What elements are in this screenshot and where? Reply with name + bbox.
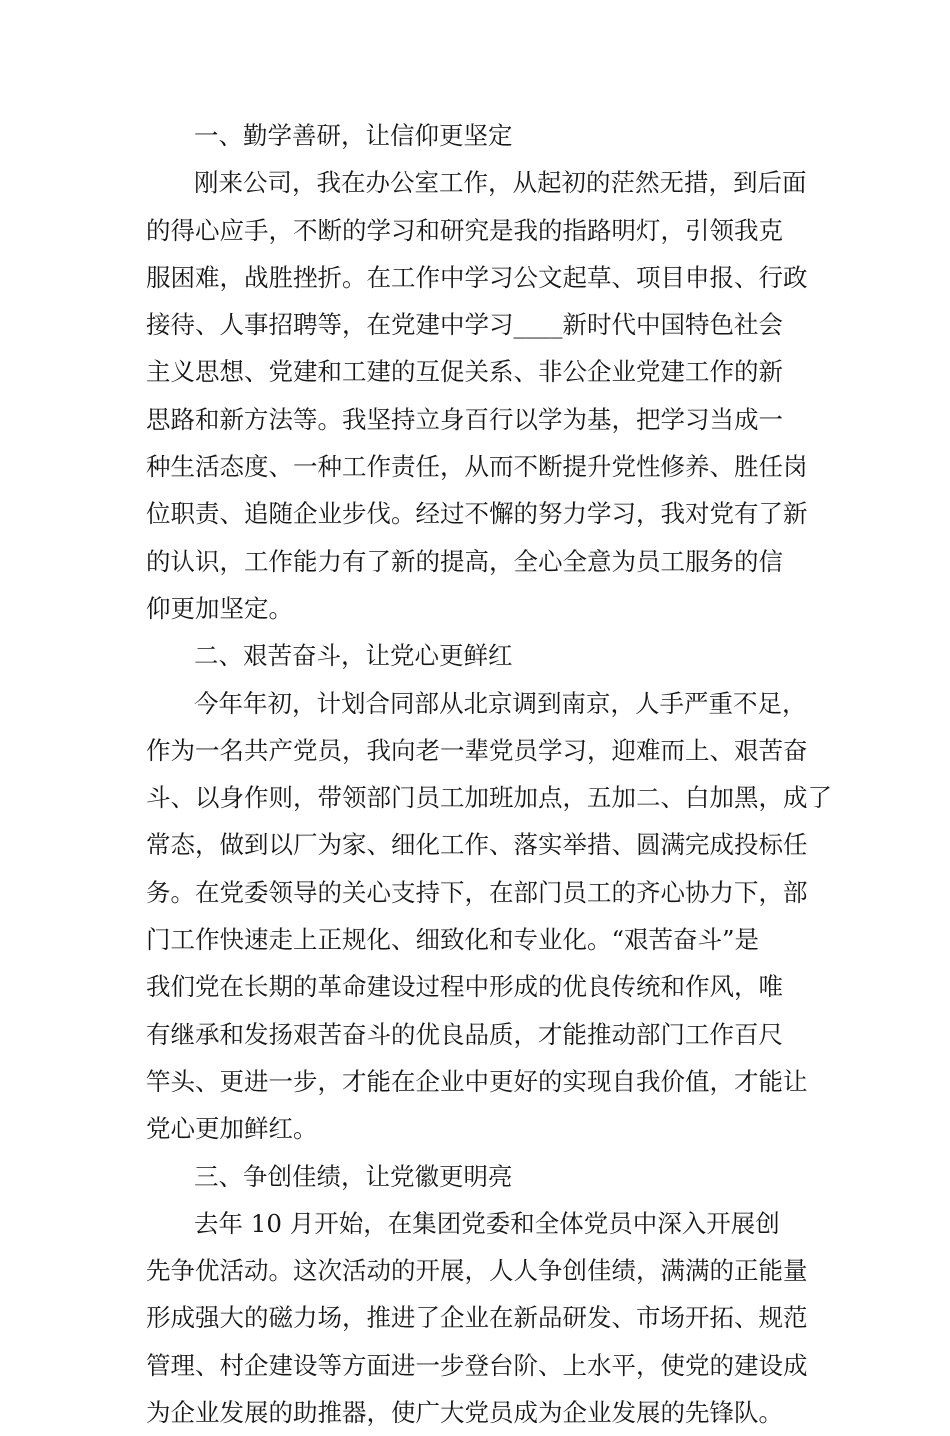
section-1 xyxy=(146,112,808,632)
paragraph-line: 作为一名共产党员，我向老一辈党员学习，迎难而上、艰苦奋 xyxy=(146,735,808,765)
section-heading: 三、争创佳绩，让党徽更明亮 xyxy=(194,1161,513,1191)
paragraph-line: 接待、人事招聘等，在党建中学习____新时代中国特色社会 xyxy=(146,310,783,340)
paragraph-line: 斗、以身作则，带领部门员工加班加点，五加二、白加黑，成了 xyxy=(146,783,832,813)
paragraph-line: 我们党在长期的革命建设过程中形成的优良传统和作风，唯 xyxy=(146,972,783,1002)
paragraph-line: 主义思想、党建和工建的互促关系、非公企业党建工作的新 xyxy=(146,357,783,387)
paragraph-line: 竿头、更进一步，才能在企业中更好的实现自我价值，才能让 xyxy=(146,1066,808,1096)
section-heading: 二、艰苦奋斗，让党心更鲜红 xyxy=(194,641,513,671)
paragraph-line: 的得心应手，不断的学习和研究是我的指路明灯，引领我克 xyxy=(146,215,783,245)
section-3 xyxy=(146,1153,808,1436)
paragraph-line: 种生活态度、一种工作责任，从而不断提升党性修养、胜任岗 xyxy=(146,452,808,482)
section-heading: 一、勤学善研，让信仰更坚定 xyxy=(194,121,513,150)
paragraph-line: 服困难，战胜挫折。在工作中学习公文起草、项目申报、行政 xyxy=(146,262,808,292)
paragraph-line: 有继承和发扬艰苦奋斗的优良品质，才能推动部门工作百尺 xyxy=(146,1019,783,1049)
paragraph-line: 常态，做到以厂为家、细化工作、落实举措、圆满完成投标任 xyxy=(146,830,808,860)
paragraph-line: 的认识，工作能力有了新的提高，全心全意为员工服务的信 xyxy=(146,546,783,576)
paragraph-line: 今年年初，计划合同部从北京调到南京，人手严重不足， xyxy=(194,688,807,718)
paragraph-line: 去年 10 月开始，在集团党委和全体党员中深入开展创 xyxy=(194,1208,780,1238)
paragraph-line: 先争优活动。这次活动的开展，人人争创佳绩，满满的正能量 xyxy=(146,1256,808,1286)
paragraph-line: 管理、村企建设等方面进一步登台阶、上水平，使党的建设成 xyxy=(146,1350,808,1380)
document-body xyxy=(146,112,832,1436)
paragraph-line: 为企业发展的助推器，使广大党员成为企业发展的先锋队。 xyxy=(146,1398,783,1428)
paragraph-line: 位职责、追随企业步伐。经过不懈的努力学习，我对党有了新 xyxy=(146,499,808,529)
paragraph-line: 形成强大的磁力场，推进了企业在新品研发、市场开拓、规范 xyxy=(146,1303,808,1333)
paragraph-line: 仰更加坚定。 xyxy=(146,593,293,623)
paragraph-line: 党心更加鲜红。 xyxy=(146,1114,318,1144)
section-2 xyxy=(146,632,832,1152)
paragraph-line: 思路和新方法等。我坚持立身百行以学为基，把学习当成一 xyxy=(146,404,783,434)
paragraph-line: 刚来公司，我在办公室工作，从起初的茫然无措，到后面 xyxy=(194,168,807,198)
paragraph-line: 务。在党委领导的关心支持下，在部门员工的齐心协力下，部 xyxy=(146,877,808,907)
paragraph-line: 门工作快速走上正规化、细致化和专业化。“艰苦奋斗”是 xyxy=(146,925,760,955)
